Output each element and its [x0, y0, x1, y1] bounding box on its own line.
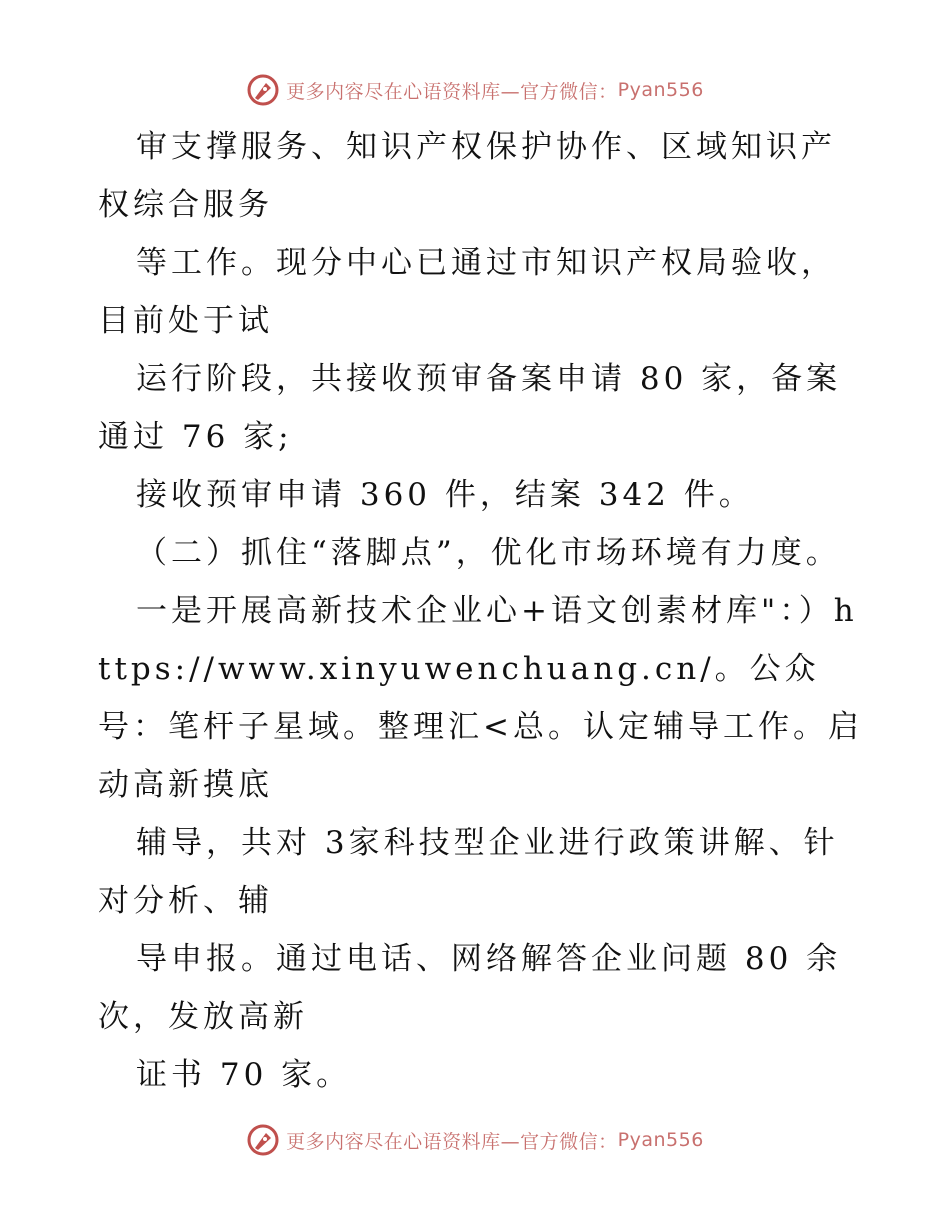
paragraph: 证书 70 家。 [136, 1057, 352, 1093]
pen-nib-circle-icon [246, 1123, 280, 1157]
paragraph: 一是开展高新技术企业心+语文创素材库"：）https://www.xinyuwenchuang.cn/。公众号：笔杆子星域。整理汇<总。认定辅导工作。启动高新摸底 [98, 593, 863, 803]
watermark-text: 更多内容尽在心语资料库—官方微信： [286, 1130, 618, 1153]
header-watermark [0, 70, 950, 110]
pen-nib-circle-icon [246, 73, 280, 107]
paragraph: 导申报。通过电话、网络解答企业问题 80 余次，发放高新 [98, 941, 842, 1035]
paragraph: 审支撑服务、知识产权保护协作、区域知识产权综合服务 [98, 129, 836, 223]
watermark-contact: Pyan556 [617, 1129, 704, 1151]
paragraph: 运行阶段，共接收预审备案申请 80 家，备案通过 76 家; [98, 361, 842, 455]
paragraph: （二）抓住“落脚点”，优化市场环境有力度。 [136, 535, 841, 571]
watermark-contact: Pyan556 [617, 79, 704, 101]
paragraph: 等工作。现分中心已通过市知识产权局验收，目前处于试 [98, 245, 836, 339]
paragraph: 接收预审申请 360 件，结案 342 件。 [136, 477, 754, 513]
paragraph: 辅导，共对 3家科技型企业进行政策讲解、针对分析、辅 [98, 825, 839, 919]
footer-watermark [0, 1120, 950, 1160]
watermark-text: 更多内容尽在心语资料库—官方微信： [286, 80, 618, 103]
document-body [98, 118, 868, 1104]
